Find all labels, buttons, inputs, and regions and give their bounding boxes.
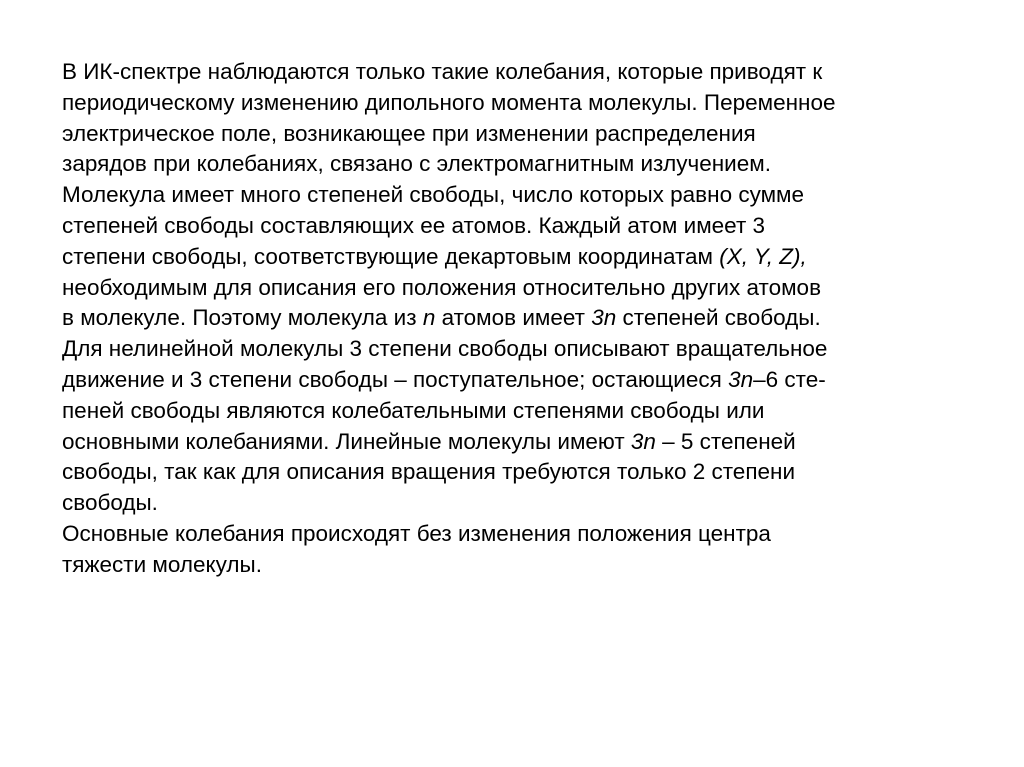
body-text [62, 57, 1002, 581]
text-line-2: периодическому изменению дипольного момента молекулы. Переменное [62, 89, 836, 115]
variable-n-italic: n [422, 305, 436, 331]
text-segment: основными колебаниями. Линейные молекулы имеют [62, 428, 631, 454]
text-line-9 [62, 303, 1002, 334]
text-line-12: пеней свободы являются колебательными степенями свободы или [62, 397, 765, 423]
coordinates-italic: (X, Y, Z), [719, 243, 807, 269]
text-line-14: свободы, так как для описания вращения требуются только 2 степени [62, 459, 796, 485]
text-line-8: необходимым для описания его положения относительно других атомов [62, 274, 822, 300]
text-line-7 [62, 242, 1002, 273]
text-line-17: тяжести молекулы. [62, 551, 262, 577]
text-line-4: зарядов при колебаниях, связано с электромагнитным излучением. [62, 151, 771, 177]
text-line-6: степеней свободы составляющих ее атомов. Каждый атом имеет 3 [62, 212, 766, 238]
variable-3n-italic: 3n [591, 305, 617, 331]
text-segment: степени свободы, соответствующие декартовым координатам [62, 243, 720, 269]
text-line-1: В ИК-спектре наблюдаются только такие колебания, которые приводят к [62, 59, 823, 84]
text-line-16: Основные колебания происходят без изменения положения центра [62, 520, 771, 546]
text-line-3: электрическое поле, возникающее при изменении распределения [62, 120, 756, 146]
text-segment: движение и 3 степени свободы – поступательное; остающиеся [62, 366, 729, 392]
variable-3n-italic: 3n [728, 366, 754, 392]
variable-3n-italic: 3n [630, 428, 656, 454]
text-line-15: свободы. [62, 490, 158, 516]
text-segment: степеней свободы. [616, 305, 821, 331]
text-line-5: Молекула имеет много степеней свободы, число которых равно сумме [62, 182, 805, 208]
text-segment: – 5 степеней [655, 428, 796, 454]
text-line-13 [62, 427, 1002, 458]
text-line-10: Для нелинейной молекулы 3 степени свободы описывают вращательное [62, 336, 828, 362]
text-line-11 [62, 365, 1002, 396]
text-segment: –6 сте- [753, 366, 826, 392]
text-segment: атомов имеет [435, 305, 592, 331]
text-segment: в молекуле. Поэтому молекула из [62, 305, 423, 331]
